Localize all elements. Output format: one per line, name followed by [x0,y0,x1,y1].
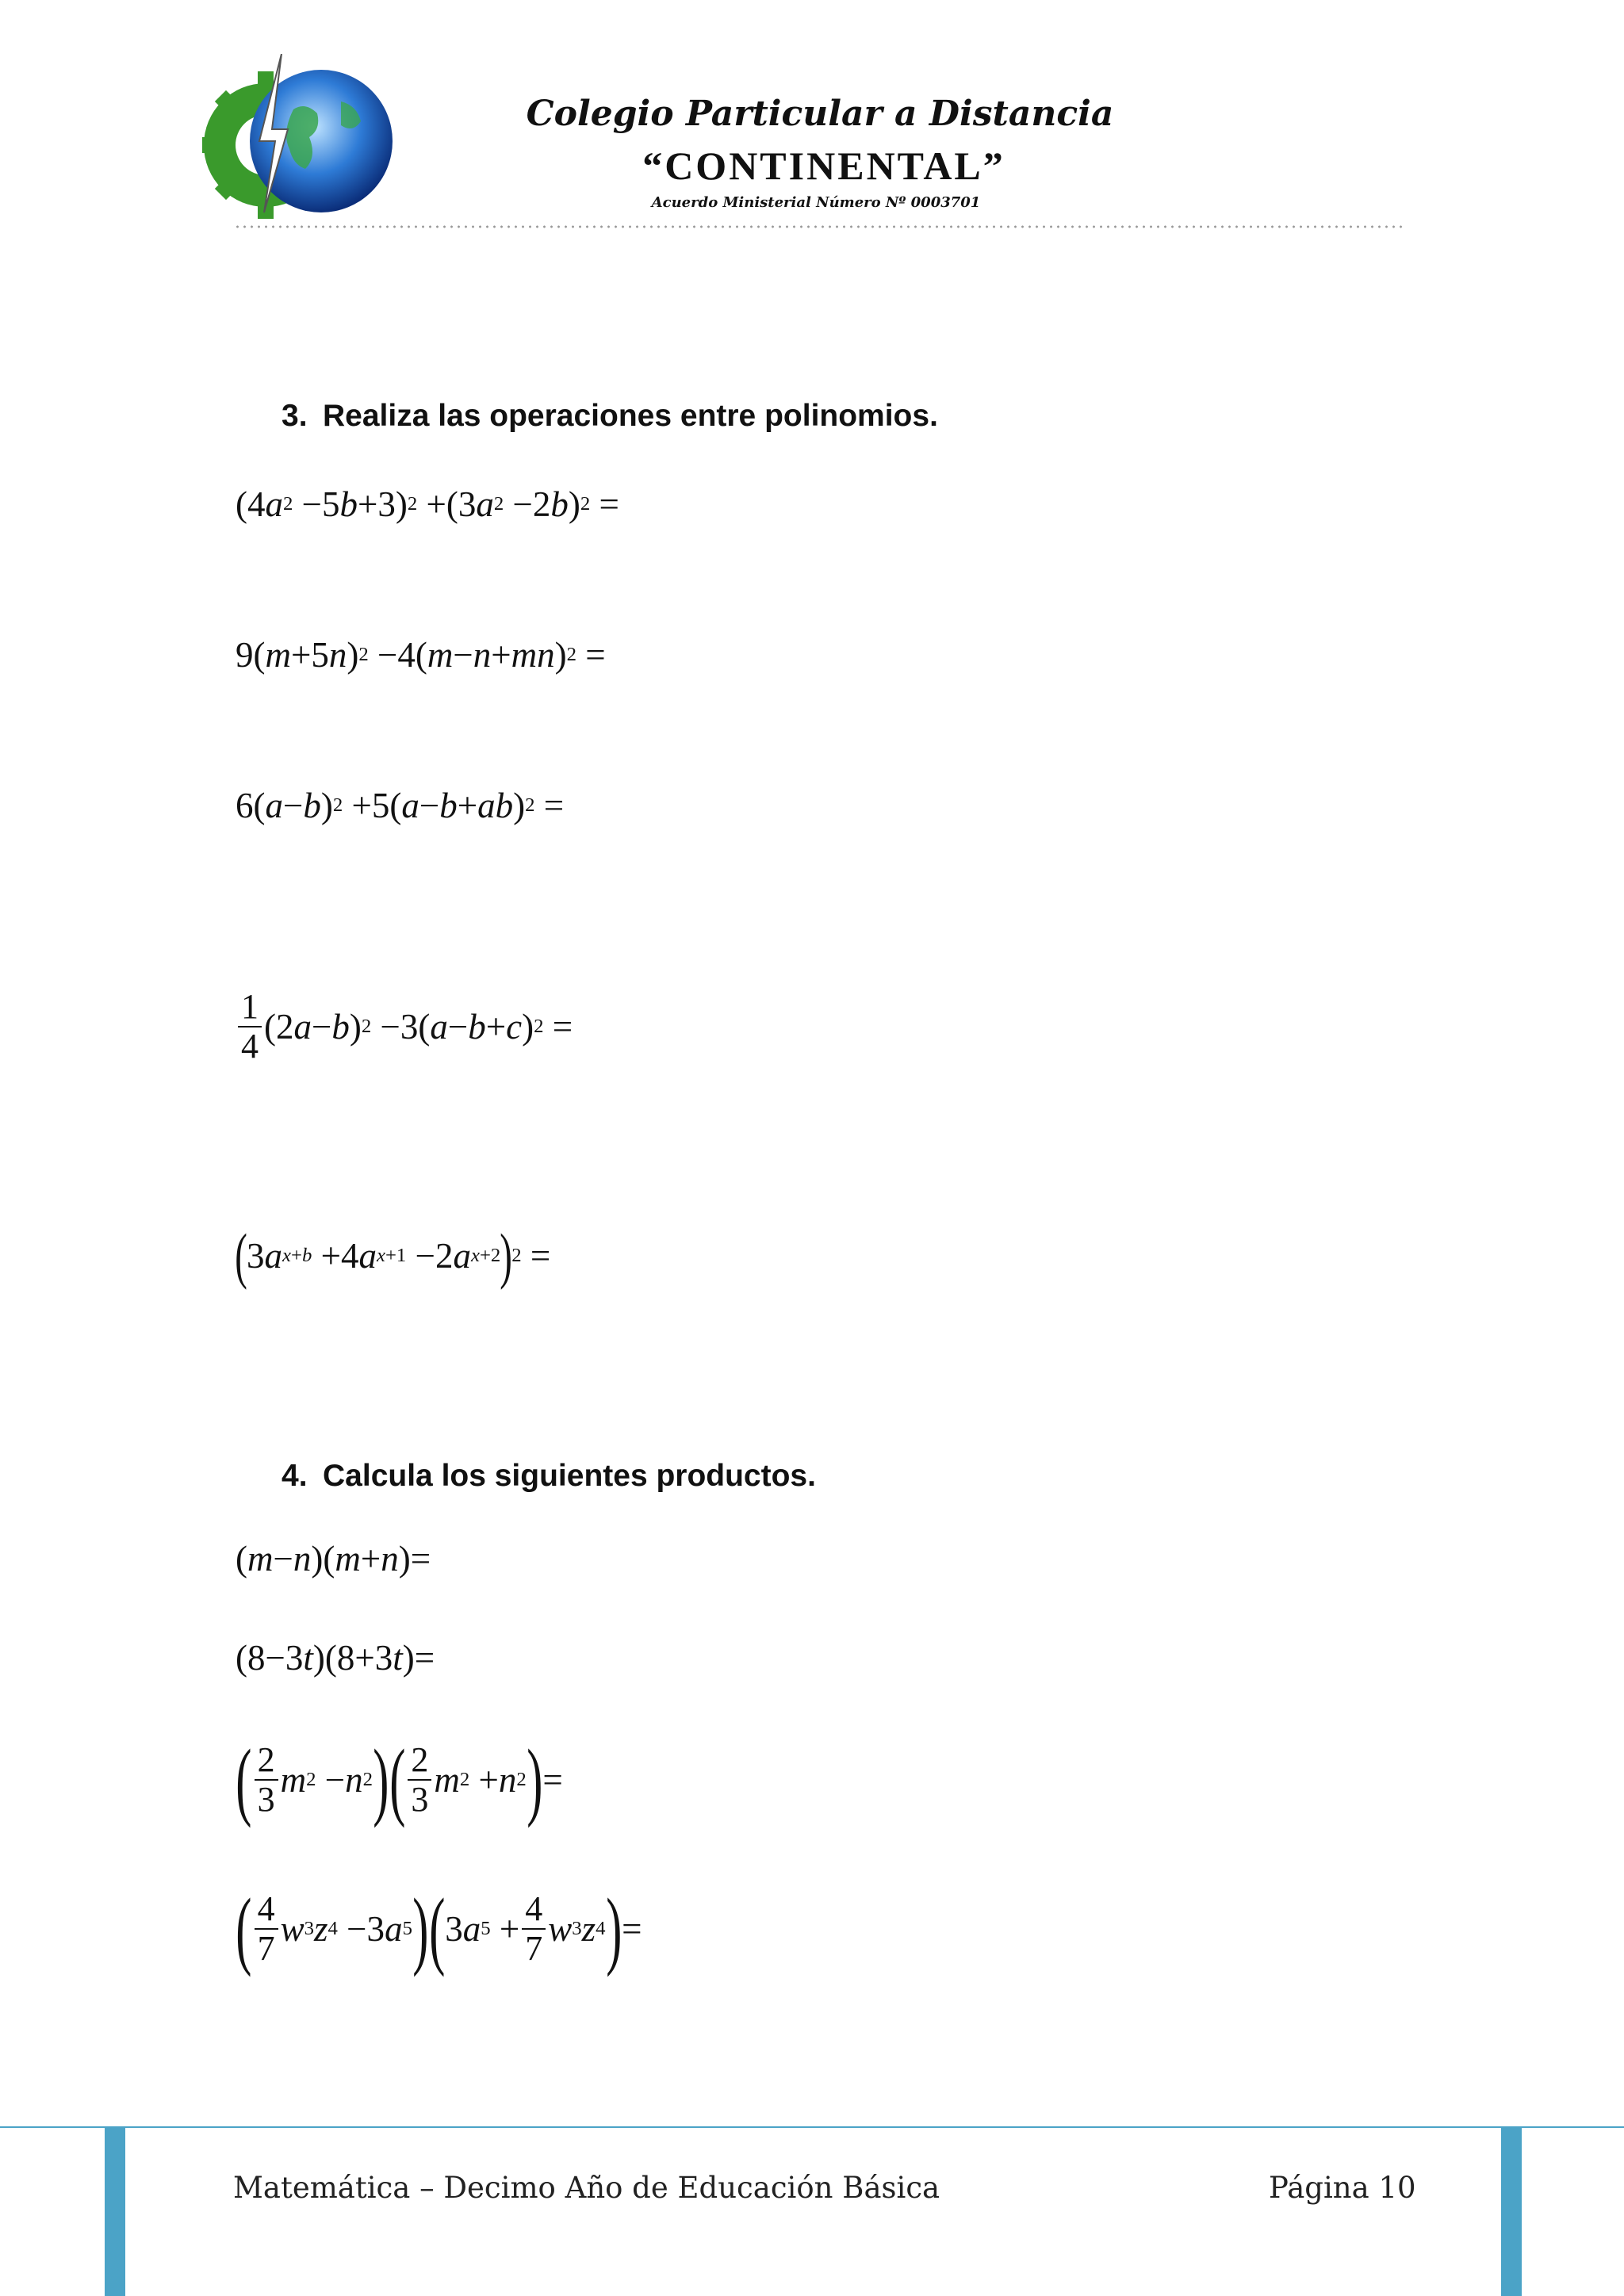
footer-subject: Matemática – Decimo Año de Educación Básica [233,2171,940,2205]
header-divider [234,224,1404,230]
page-header [0,0,1624,246]
section-3-title [282,399,938,434]
exercise-4-4: ( $\frac{4}{7}$ w 3 z 4 −3 a 5 ) ( 3 a 5 + $\frac{4}{7}$ w 3 z 4 ) = [236,1881,642,1977]
exercise-3-5: ( 3 a x+b +4 a x+1 −2 a x+2 ) 2 = [235,1221,551,1290]
footer-bar-left [105,2128,125,2296]
page-number: Página 10 [1269,2171,1416,2205]
exercise-3-3: 6( a − b ) 2 +5( a − b + ab ) 2 = [236,786,565,825]
school-title: “CONTINENTAL” [642,144,1005,188]
section-4-title [282,1459,816,1494]
footer-rule [0,2126,1624,2128]
exercise-4-3: ( $\frac{2}{3}$ m 2 − n 2 ) ( $\frac{2}{3}$ m 2 + n 2 ) = [236,1732,563,1828]
exercise-3-4: $\frac{1}{4}$ (2 a − b ) 2 −3( a − b + c ) 2 = [236,989,573,1064]
exercise-4-2: (8−3 t )(8+3 t )= [236,1638,435,1678]
section-3-text: Realiza las operaciones entre polinomios. [323,399,938,433]
ministerial-agreement: Acuerdo Ministerial Número Nº 0003701 [651,194,981,211]
fraction: $\frac{1}{4}$ [238,989,262,1064]
section-4-number: 4. [282,1459,308,1493]
section-4-text: Calcula los siguientes productos. [323,1459,816,1493]
footer-bar-right [1501,2128,1522,2296]
exercise-3-1: (4 a 2 −5 b +3) 2 +(3 a 2 −2 b ) 2 = [236,484,619,524]
exercise-4-1: ( m − n )( m + n )= [236,1539,431,1578]
exercise-3-2: 9( m +5 n ) 2 −4( m − n + mn ) 2 = [236,635,606,675]
school-name: Colegio Particular a Distancia [526,94,1114,134]
section-3-number: 3. [282,399,308,433]
